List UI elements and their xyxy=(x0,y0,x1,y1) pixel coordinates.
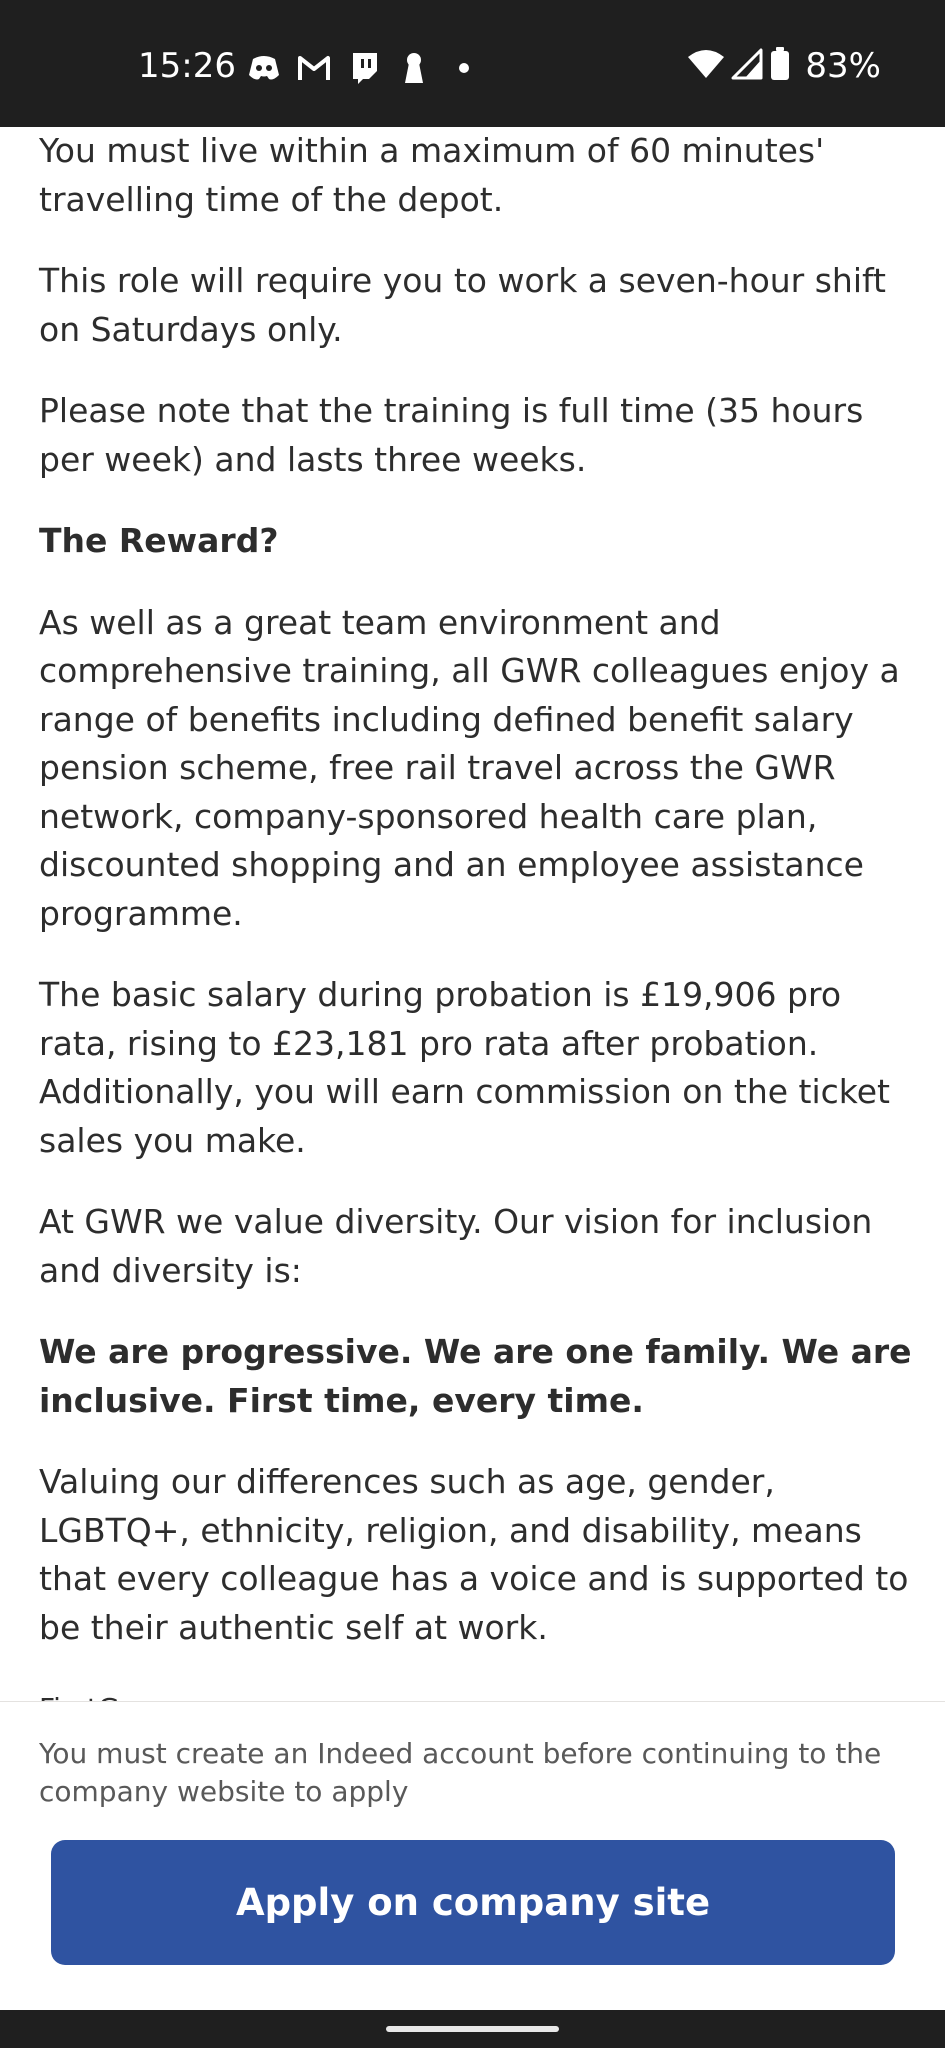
status-time: 15:26 xyxy=(138,46,236,86)
job-description[interactable] xyxy=(0,127,945,1701)
battery-icon xyxy=(769,47,791,85)
description-paragraph: Valuing our differences such as age, gender, LGBTQ+, ethnicity, religion, and disability, means that every colleague has a voice and is supported to be their authentic self at work. xyxy=(39,1462,909,1647)
twitch-icon xyxy=(346,50,382,86)
status-bar xyxy=(0,0,945,127)
signal-icon xyxy=(731,48,763,84)
description-paragraph: You must live within a maximum of 60 minutes' travelling time of the depot. xyxy=(39,131,825,219)
gmail-icon xyxy=(296,50,332,86)
keyhole-icon xyxy=(396,50,432,86)
section-heading-reward: The Reward? xyxy=(39,521,279,560)
salary-paragraph: The basic salary during probation is £19,906 pro rata, rising to £23,181 pro rata after probation. Additionally, you will earn commission on the ticket sales you make. xyxy=(39,975,890,1160)
wifi-icon xyxy=(687,49,725,83)
apply-panel xyxy=(0,1701,945,2011)
discord-icon xyxy=(246,50,282,86)
description-paragraph: At GWR we value diversity. Our vision for inclusion and diversity is: xyxy=(39,1202,873,1290)
account-required-note: You must create an Indeed account before continuing to the company website to apply xyxy=(39,1737,882,1808)
gesture-handle[interactable] xyxy=(386,2026,559,2032)
description-paragraph: Please note that the training is full time (35 hours per week) and lasts three weeks. xyxy=(39,391,864,479)
battery-percent: 83% xyxy=(805,46,881,86)
apply-on-company-site-button[interactable]: Apply on company site xyxy=(51,1840,895,1965)
navigation-bar xyxy=(0,2010,945,2048)
notification-icons xyxy=(246,48,482,88)
job-description-text xyxy=(39,127,919,1766)
system-icons xyxy=(687,44,881,88)
description-paragraph: This role will require you to work a seven-hour shift on Saturdays only. xyxy=(39,261,886,349)
vision-statement: We are progressive. We are one family. We are inclusive. First time, every time. xyxy=(39,1332,912,1420)
description-paragraph: As well as a great team environment and comprehensive training, all GWR colleagues enjoy a range of benefits including defined benefit salary pension scheme, free rail travel across the GWR network, company-sponsored health care plan, discounted shopping and an employee assistance programme. xyxy=(39,602,900,933)
dot-icon xyxy=(446,50,482,86)
